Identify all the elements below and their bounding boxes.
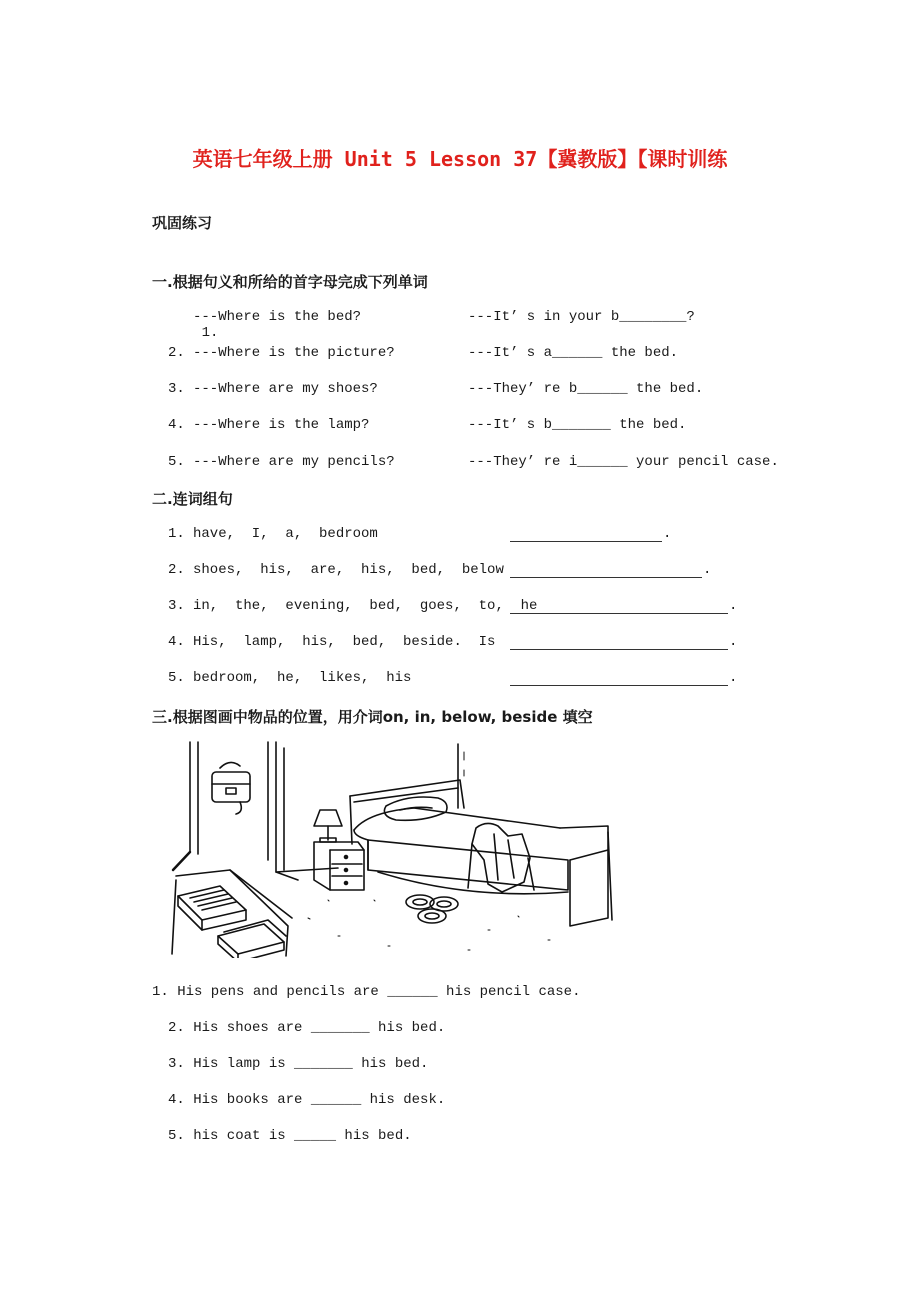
word-list: shoes, his, are, his, bed, below (193, 562, 504, 578)
item-number: 4. (168, 634, 185, 650)
books-icon (218, 920, 286, 958)
word-list: have, I, a, bedroom (193, 526, 378, 542)
answer-text: ---It’ s in your b________? (468, 309, 695, 325)
item-number: 3. (168, 381, 185, 397)
end-mark: . (729, 634, 738, 650)
answer-text: ---It’ s b_______ the bed. (468, 417, 687, 433)
subtitle: 巩固练习 (152, 214, 213, 232)
fill-sentence: 1. His pens and pencils are ______ his pencil case. (152, 984, 581, 1000)
word-list: His, lamp, his, bed, beside. Is (193, 634, 496, 650)
answer-blank (510, 577, 702, 578)
section3-heading: 三.根据图画中物品的位置，用介词on, in, below, beside 填空 (152, 708, 593, 726)
item-number: 5. (168, 670, 185, 686)
item-number: 1. (168, 526, 185, 542)
answer-blank (510, 685, 728, 686)
question-text: ---Where is the lamp? (193, 417, 370, 433)
item-number: 4. (168, 417, 185, 433)
item-number: 2. (168, 562, 185, 578)
nightstand-icon (314, 842, 364, 890)
answer-text: ---They’ re i______ your pencil case. (468, 454, 779, 470)
item-number: 1. (201, 325, 219, 341)
item-number: 5. (168, 454, 185, 470)
answer-blank (510, 613, 728, 614)
question-text: ---Where is the bed? (193, 309, 362, 325)
pencil-case-icon (178, 886, 246, 930)
bed-icon (350, 780, 612, 926)
bedroom-illustration (168, 740, 614, 958)
fill-sentence: 5. his coat is _____ his bed. (168, 1128, 412, 1144)
end-mark: . (729, 670, 738, 686)
answer-text: ---It’ s a______ the bed. (468, 345, 679, 361)
lamp-icon (314, 810, 342, 842)
answer-blank (510, 649, 728, 650)
item-number: 2. (168, 345, 185, 361)
section1-heading: 一.根据句义和所给的首字母完成下列单词 (152, 273, 428, 291)
question-text: ---Where are my shoes? (193, 381, 378, 397)
shoes-icon (406, 895, 458, 923)
question-text: ---Where is the picture? (193, 345, 395, 361)
section2-heading: 二.连词组句 (152, 490, 233, 508)
item-number: 3. (168, 598, 185, 614)
answer-text: ---They’ re b______ the bed. (468, 381, 704, 397)
end-mark: . (703, 562, 712, 578)
question-text: ---Where are my pencils? (193, 454, 395, 470)
word-list: in, the, evening, bed, goes, to, he (193, 598, 538, 614)
end-mark: . (729, 598, 738, 614)
bag-icon (212, 762, 250, 814)
end-mark: . (663, 526, 672, 542)
answer-blank (510, 541, 662, 542)
fill-sentence: 3. His lamp is _______ his bed. (168, 1056, 429, 1072)
fill-sentence: 2. His shoes are _______ his bed. (168, 1020, 446, 1036)
word-list: bedroom, he, likes, his (193, 670, 412, 686)
fill-sentence: 4. His books are ______ his desk. (168, 1092, 446, 1108)
page-title: 英语七年级上册 Unit 5 Lesson 37【冀教版】【课时训练 (192, 147, 728, 171)
door-frame (173, 742, 458, 880)
floor-texture (308, 752, 550, 950)
